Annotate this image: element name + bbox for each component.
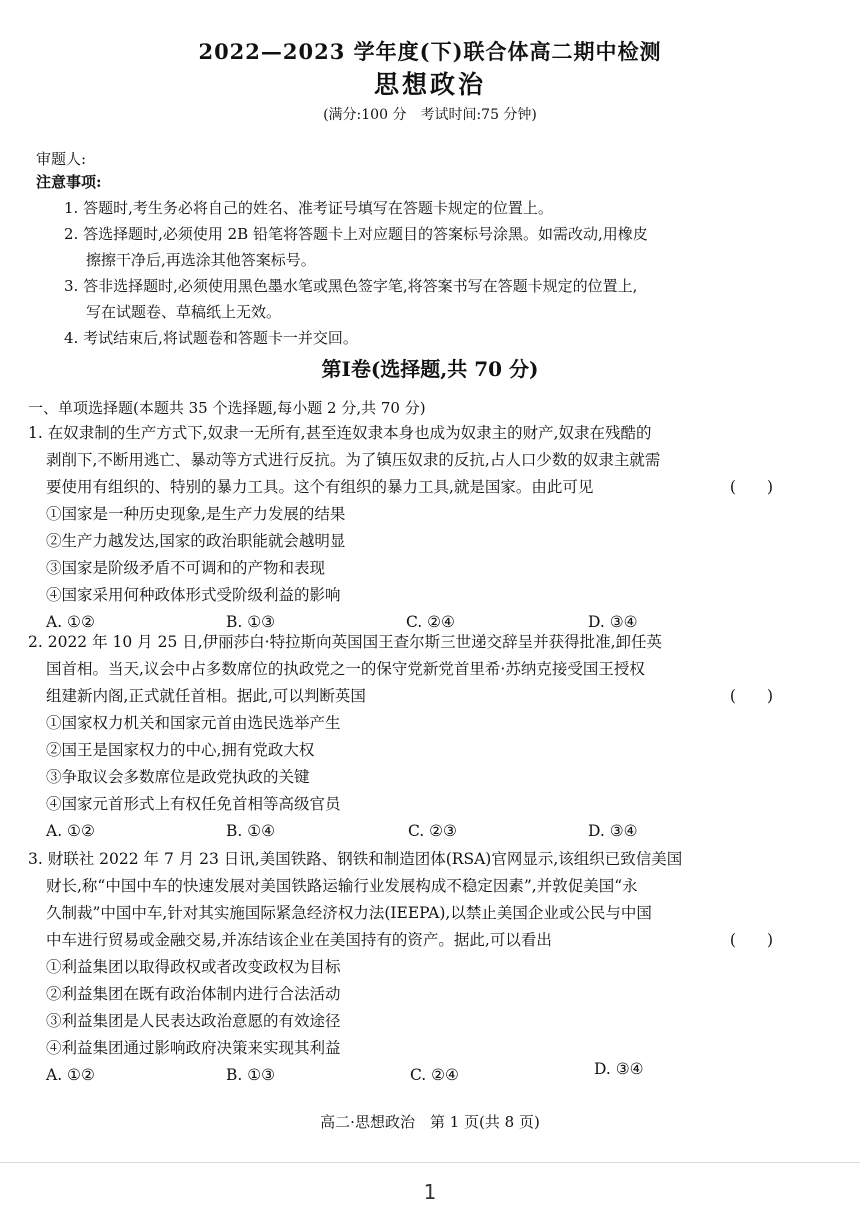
choice-a: A. ①② [46, 822, 95, 840]
notice-item: 2. 答选择题时,必须使用 2B 铅笔将答题卡上对应题目的答案标号涂黑。如需改动,用橡皮 [64, 225, 648, 243]
choice-c: C. ②④ [410, 1066, 459, 1084]
statement-option: ③利益集团是人民表达政治意愿的有效途径 [46, 1012, 341, 1030]
notice-list [64, 195, 764, 351]
statement-option: ④国家采用何种政体形式受阶级利益的影响 [46, 586, 341, 604]
statement-option: ④国家元首形式上有权任免首相等高级官员 [46, 795, 341, 813]
answer-parenthesis: ( ) [729, 931, 773, 949]
choice-d: D. ③④ [588, 822, 638, 840]
question-stem-text: 要使用有组织的、特别的暴力工具。这个有组织的暴力工具,就是国家。由此可见 [46, 478, 594, 496]
choice-a: A. ①② [46, 613, 95, 631]
question-stem-line [28, 474, 773, 501]
notice-item: 3. 答非选择题时,必须使用黑色墨水笔或黑色签字笔,将答案书写在答题卡规定的位置上, [64, 277, 638, 295]
answer-choices [28, 1062, 773, 1088]
page-divider [0, 1162, 860, 1163]
statement-option: ③国家是阶级矛盾不可调和的产物和表现 [46, 559, 326, 577]
page-number: 1 [423, 1180, 437, 1204]
choice-a: A. ①② [46, 1066, 95, 1084]
question-stem-text: 中车进行贸易或金融交易,并冻结该企业在美国持有的资产。据此,可以看出 [46, 931, 552, 949]
question-stem-line: 剥削下,不断用逃亡、暴动等方式进行反抗。为了镇压奴隶的反抗,占人口少数的奴隶主就需 [46, 451, 661, 469]
question-stem-line: 3. 财联社 2022 年 7 月 23 日讯,美国铁路、钢铁和制造团体(RSA)官网显示,该组织已致信美国 [28, 850, 683, 868]
statement-option: ④利益集团通过影响政府决策来实现其利益 [46, 1039, 341, 1057]
notice-item-continued: 写在试题卷、草稿纸上无效。 [86, 303, 282, 321]
question-stem-line [28, 927, 773, 954]
statement-option: ①国家权力机关和国家元首由选民选举产生 [46, 714, 341, 732]
exam-header [0, 38, 860, 126]
exam-title: 2022—2023 学年度(下)联合体高二期中检测 [198, 39, 662, 64]
notice-item-continued: 擦擦干净后,再选涂其他答案标号。 [86, 251, 316, 269]
notice-item: 1. 答题时,考生务必将自己的姓名、准考证号填写在答题卡规定的位置上。 [64, 199, 553, 217]
question-1 [28, 420, 773, 635]
question-2 [28, 629, 773, 844]
statement-option: ①利益集团以取得政权或者改变政权为目标 [46, 958, 341, 976]
choice-b: B. ①④ [226, 822, 276, 840]
answer-parenthesis: ( ) [729, 478, 773, 496]
part-title: 一、单项选择题(本题共 35 个选择题,每小题 2 分,共 70 分) [28, 399, 426, 417]
notice-title: 注意事项: [36, 173, 102, 191]
statement-option: ②生产力越发达,国家的政治职能就会越明显 [46, 532, 346, 550]
statement-option: ②利益集团在既有政治体制内进行合法活动 [46, 985, 341, 1003]
question-stem-line [28, 683, 773, 710]
statement-option: ②国王是国家权力的中心,拥有党政大权 [46, 741, 315, 759]
statement-option: ①国家是一种历史现象,是生产力发展的结果 [46, 505, 346, 523]
question-stem-line: 2. 2022 年 10 月 25 日,伊丽莎白·特拉斯向英国国王查尔斯三世递交辞呈并获得批准,卸任英 [28, 633, 663, 651]
choice-c: C. ②④ [406, 613, 455, 631]
page-footer: 高二·思想政治 第 1 页(共 8 页) [320, 1113, 540, 1131]
answer-parenthesis: ( ) [729, 687, 773, 705]
question-stem-line: 久制裁”中国中车,针对其实施国际紧急经济权力法(IEEPA),以禁止美国企业或公民与中国 [46, 904, 652, 922]
notice-item: 4. 考试结束后,将试题卷和答题卡一并交回。 [64, 329, 358, 347]
question-3 [28, 846, 773, 1088]
statement-option: ③争取议会多数席位是政党执政的关键 [46, 768, 310, 786]
choice-b: B. ①③ [226, 613, 276, 631]
question-stem-line: 1. 在奴隶制的生产方式下,奴隶一无所有,甚至连奴隶本身也成为奴隶主的财产,奴隶在残酷的 [28, 424, 652, 442]
question-stem-text: 组建新内阁,正式就任首相。据此,可以判断英国 [46, 687, 366, 705]
exam-info: (满分:100 分 考试时间:75 分钟) [323, 107, 537, 123]
choice-d: D. ③④ [594, 1060, 644, 1078]
choice-d: D. ③④ [588, 613, 638, 631]
choice-b: B. ①③ [226, 1066, 276, 1084]
answer-choices [28, 818, 773, 844]
question-stem-line: 财长,称“中国中车的快速发展对美国铁路运输行业发展构成不稳定因素”,并敦促美国“永 [46, 877, 638, 895]
question-stem-line: 国首相。当天,议会中占多数席位的执政党之一的保守党新党首里希·苏纳克接受国王授权 [46, 660, 645, 678]
choice-c: C. ②③ [408, 822, 457, 840]
reviewer-label: 审题人: [36, 150, 87, 168]
subject-title: 思想政治 [373, 70, 486, 99]
section-title: 第Ⅰ卷(选择题,共 70 分) [321, 357, 539, 381]
